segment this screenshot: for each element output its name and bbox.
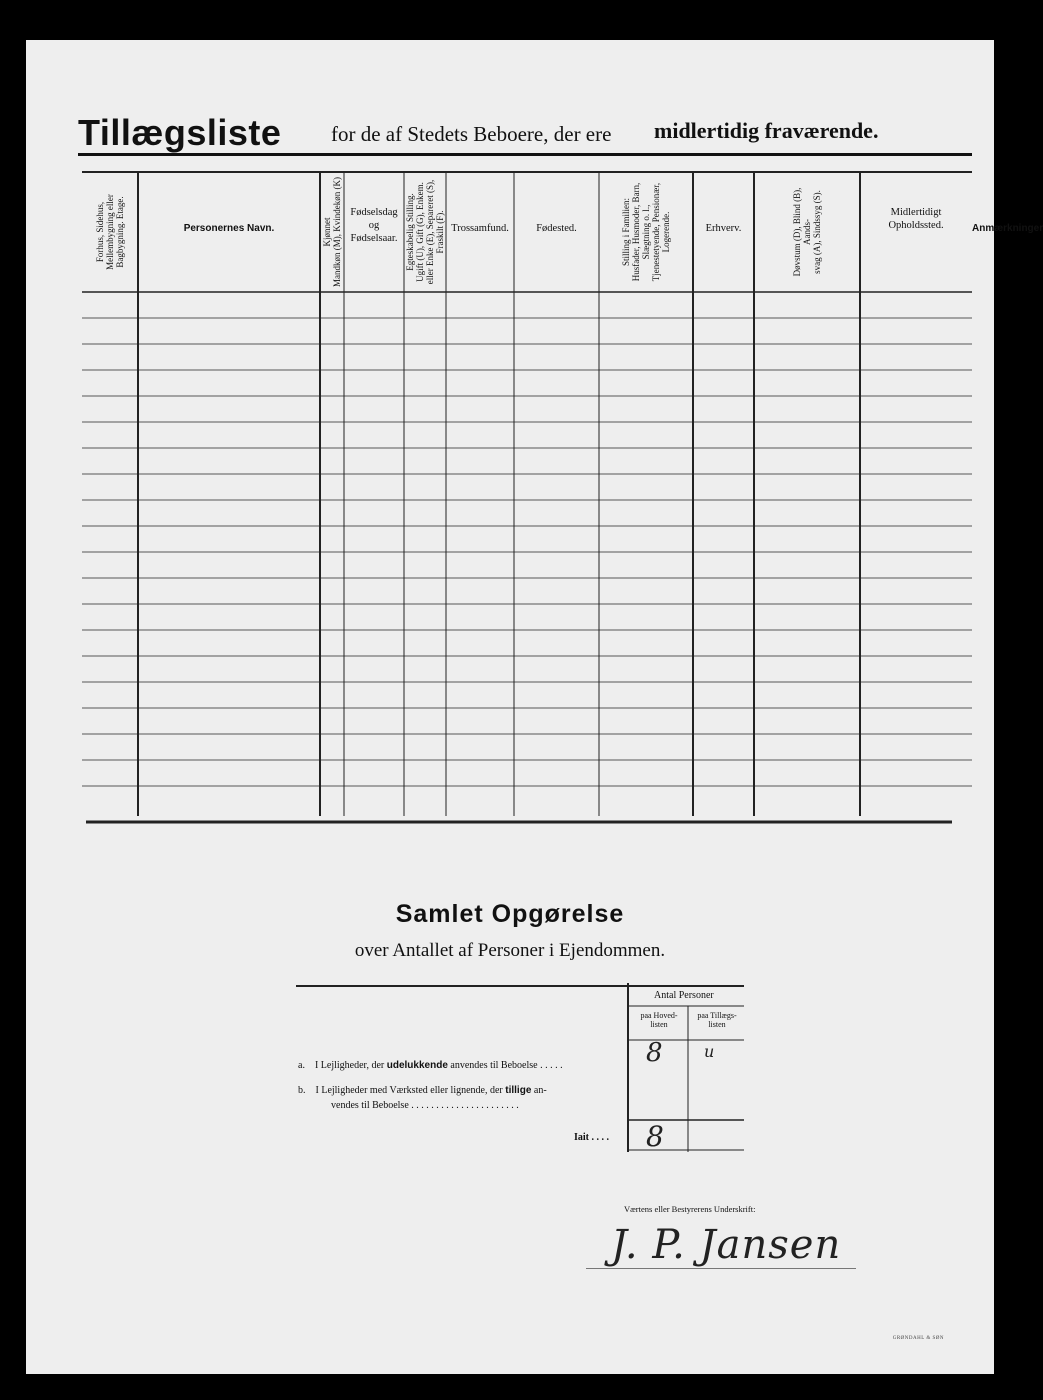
summary-col-main: paa Hoved- listen (640, 1011, 678, 1029)
row-a-bold: udelukkende (386, 1060, 448, 1071)
signature-line (586, 1268, 856, 1269)
handwritten-row-a-main: 8 (646, 1038, 663, 1068)
column-header-family: Stilling i Familien: Husfader, Husmoder, Barn, Slægtning o. l., Tjenestetyende, Pensionær, Logerende. (621, 182, 671, 282)
column-header-temp_residence: Midlertidigt Opholdssted. (888, 207, 944, 231)
column-header-religion: Trossamfund. (451, 223, 509, 234)
census-form-page (26, 40, 1043, 1374)
row-b-bold: tillige (505, 1085, 532, 1096)
column-header-disability: Døvstum (D), Blind (B), Aands- svag (A), Sindssyg (S). (792, 187, 822, 277)
summary-subtitle: over Antallet af Personer i Ejendommen. (354, 940, 666, 961)
form-title-end: midlertidig fraværende. (654, 118, 879, 143)
column-header-marital: Egteskabelig Stilling. Ugift (U), Gift (G), Enkem. eller Enke (E), Separeret (S), Fraskilt (F). (405, 179, 445, 285)
summary-total-label: Iait . . . . (574, 1132, 609, 1143)
signature-label: Værtens eller Bestyrerens Underskrift: (624, 1204, 756, 1214)
form-title-middle: for de af Stedets Beboere, der ere (331, 122, 612, 146)
row-b-text: I Lejligheder med Værksted eller lignende, der (315, 1085, 503, 1096)
summary-row-b (298, 1085, 547, 1096)
signature: J. P. Jansen (611, 1222, 842, 1268)
handwritten-row-a-supp: u (704, 1042, 715, 1061)
row-a-text: I Lejligheder, der (314, 1060, 385, 1071)
column-header-occupation: Erhverv. (705, 223, 742, 234)
column-header-birthplace: Fødested. (536, 223, 577, 234)
column-header-remarks: Anmærkninger (972, 223, 1043, 234)
handwritten-total-main: 8 (646, 1120, 664, 1153)
column-header-name: Personernes Navn. (183, 223, 275, 234)
column-header-sex: Kjønnet Mandkøn (M), Kvindekøn (K) (322, 177, 342, 287)
row-b-prefix: b. (298, 1085, 306, 1096)
printer-mark: GRØNDAHL & SØN (892, 1336, 944, 1341)
form-title: Tillægsliste (78, 112, 282, 153)
summary-count-header: Antal Personer (654, 990, 714, 1001)
summary-col-supp: paa Tillægs- listen (697, 1011, 737, 1029)
summary-row-b-line2: vendes til Beboelse . . . . . . . . . . . . . . . . . . . . . . (331, 1100, 519, 1111)
summary-row-a (298, 1060, 563, 1071)
column-header-building: Forhus, Sidehus, Mellembygning eller Bagbygning. Etage. (95, 194, 125, 270)
row-a-rest: anvendes til Beboelse . . . . . (450, 1060, 563, 1071)
column-header-birth: Fødselsdag og Fødselsaar. (350, 207, 398, 244)
row-b-rest: an- (533, 1085, 547, 1096)
summary-title: Samlet Opgørelse (395, 900, 625, 928)
row-a-prefix: a. (298, 1060, 305, 1071)
